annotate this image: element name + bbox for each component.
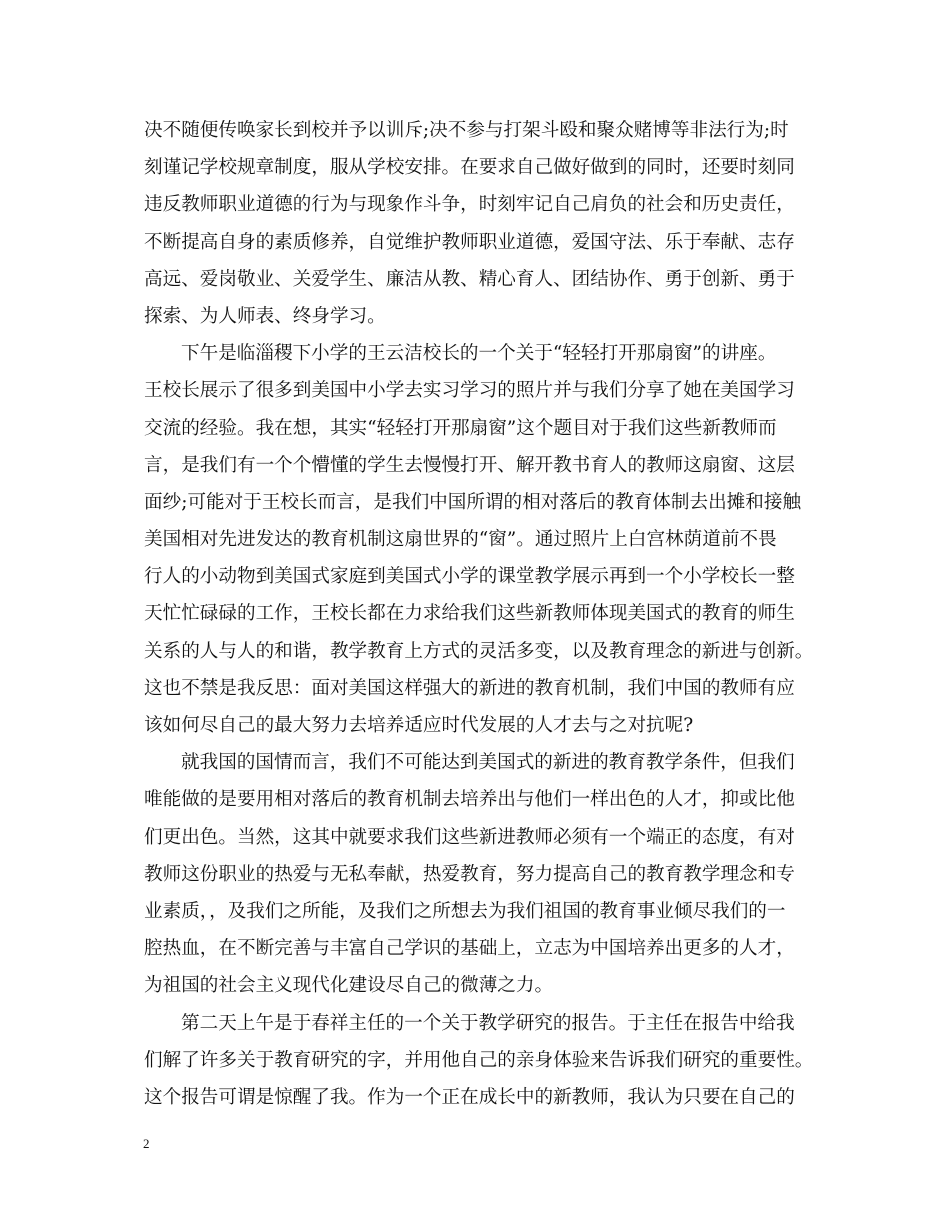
text-line: 决不随便传唤家长到校并予以训斥;决不参与打架斗殴和聚众赌博等非法行为;时 <box>144 120 789 141</box>
text-line: 该如何尽自己的最大努力去培养适应时代发展的人才去与之对抗呢? <box>144 715 694 736</box>
paragraph-start-line: 就我国的国情而言，我们不可能达到美国式的新进的教育教学条件，但我们 <box>181 752 795 774</box>
document-body <box>144 112 824 1116</box>
text-line: 言，是我们有一个个懵懂的学生去慢慢打开、解开教书育人的教师这扇窗、这层 <box>144 454 795 476</box>
paragraph-start-line: 第二天上午是于春祥主任的一个关于教学研究的报告。于主任在报告中给我 <box>181 1012 795 1034</box>
text-line: 美国相对先进发达的教育机制这扇世界的“窗”。通过照片上白宫林荫道前不畏 <box>144 529 777 551</box>
text-line: 交流的经验。我在想，其实“轻轻打开那扇窗”这个题目对于我们这些新教师而 <box>144 417 777 439</box>
page-number: 2 <box>143 1136 150 1151</box>
text-line: 业素质，，及我们之所能，及我们之所想去为我们祖国的教育事业倾尽我们的一 <box>144 900 786 922</box>
text-line: 面纱;可能对于王校长而言，是我们中国所谓的相对落后的教育体制去出摊和接触 <box>144 491 802 513</box>
text-line: 高远、爱岗敬业、关爱学生、廉洁从教、精心育人、团结协作、勇于创新、勇于 <box>144 268 795 290</box>
text-line: 探索、为人师表、终身学习。 <box>144 305 386 327</box>
text-line: 唯能做的是要用相对落后的教育机制去培养出与他们一样出色的人才，抑或比他 <box>144 789 795 811</box>
text-line: 为祖国的社会主义现代化建设尽自己的微薄之力。 <box>144 975 554 997</box>
text-line: 这个报告可谓是惊醒了我。作为一个正在成长中的新教师，我认为只要在自己的 <box>144 1086 795 1108</box>
text-line: 们更出色。当然，这其中就要求我们这些新进教师必须有一个端正的态度，有对 <box>144 826 795 848</box>
text-line: 们解了许多关于教育研究的字，并用他自己的亲身体验来告诉我们研究的重要性。 <box>144 1049 814 1071</box>
text-line: 违反教师职业道德的行为与现象作斗争，时刻牢记自己肩负的社会和历史责任， <box>144 194 795 216</box>
text-line: 这也不禁是我反思：面对美国这样强大的新进的教育机制，我们中国的教师有应 <box>144 677 795 699</box>
text-line: 关系的人与人的和谐，教学教育上方式的灵活多变，以及教育理念的新进与创新。 <box>144 640 814 662</box>
text-line: 不断提高自身的素质修养，自觉维护教师职业道德，爱国守法、乐于奉献、志存 <box>144 231 795 253</box>
text-line: 刻谨记学校规章制度，服从学校安排。在要求自己做好做到的同时，还要时刻同 <box>144 157 795 179</box>
text-line: 行人的小动物到美国式家庭到美国式小学的课堂教学展示再到一个小学校长一整 <box>144 566 795 588</box>
text-line: 王校长展示了很多到美国中小学去实习学习的照片并与我们分享了她在美国学习 <box>144 380 795 402</box>
paragraph-start-line: 下午是临淄稷下小学的王云洁校长的一个关于“轻轻打开那扇窗”的讲座。 <box>181 343 777 365</box>
text-line: 教师这份职业的热爱与无私奉献，热爱教育，努力提高自己的教育教学理念和专 <box>144 863 795 885</box>
text-line: 天忙忙碌碌的工作，王校长都在力求给我们这些新教师体现美国式的教育的师生 <box>144 603 795 625</box>
text-line: 腔热血，在不断完善与丰富自己学识的基础上，立志为中国培养出更多的人才， <box>144 938 795 960</box>
